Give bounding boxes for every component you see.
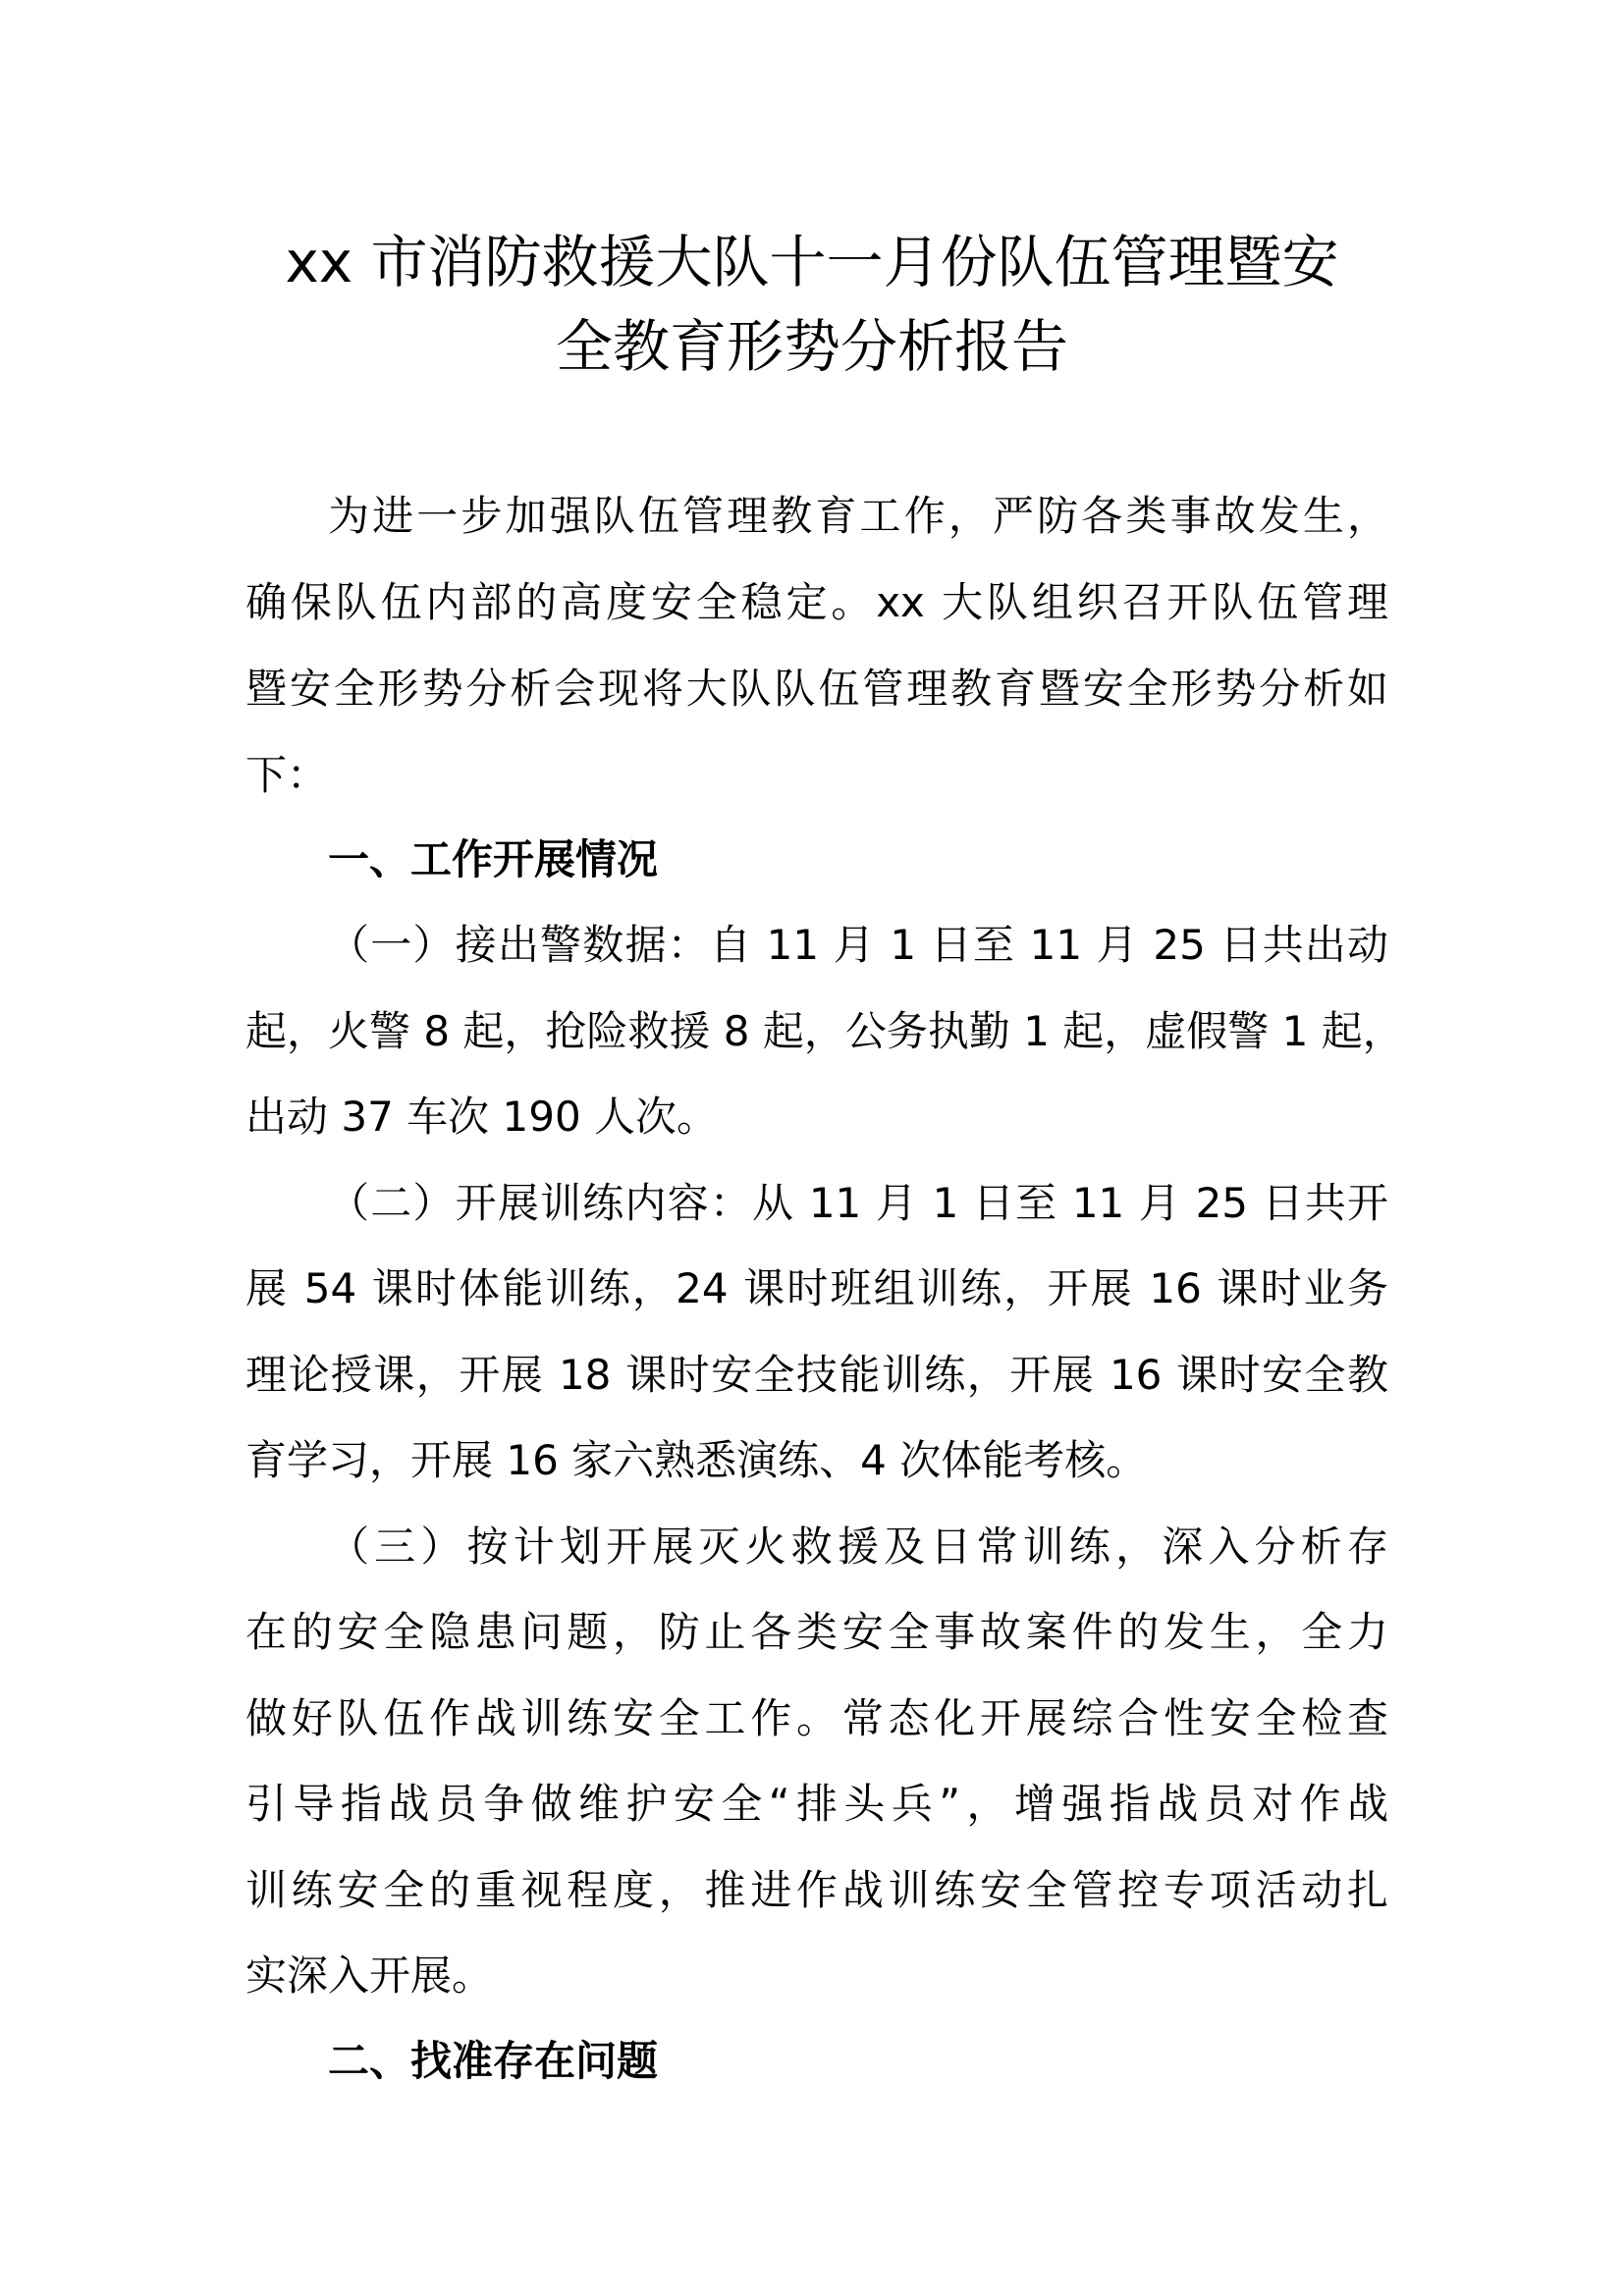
section-heading: 一、工作开展情况 (328, 835, 659, 883)
paragraph-line: 训练安全的重视程度，推进作战训练安全管控专项活动扎 (245, 1866, 1388, 1914)
title-line-2: 全教育形势分析报告 (555, 313, 1068, 380)
intro-line: 确保队伍内部的高度安全稳定。xx 大队组织召开队伍管理 (245, 578, 1388, 626)
intro-line: 为进一步加强队伍管理教育工作，严防各类事故发生， (328, 492, 1388, 540)
paragraph-line: 引导指战员争做维护安全“排头兵”，增强指战员对作战 (245, 1780, 1388, 1828)
paragraph-line: （一）接出警数据：自 11 月 1 日至 11 月 25 日共出动 (328, 921, 1388, 969)
section-heading: 二、找准存在问题 (328, 2037, 659, 2085)
paragraph-line: 起，火警 8 起，抢险救援 8 起，公务执勤 1 起，虚假警 1 起， (245, 1007, 1404, 1055)
intro-line: 暨安全形势分析会现将大队队伍管理教育暨安全形势分析如 (245, 665, 1388, 713)
paragraph-line: 育学习，开展 16 家六熟悉演练、4 次体能考核。 (245, 1436, 1148, 1484)
paragraph-line: （二）开展训练内容：从 11 月 1 日至 11 月 25 日共开 (328, 1179, 1388, 1227)
paragraph-line: 做好队伍作战训练安全工作。常态化开展综合性安全检查 (245, 1694, 1388, 1742)
title-line-1: xx 市消防救援大队十一月份队伍管理暨安 (285, 229, 1339, 295)
paragraph-line: 理论授课，开展 18 课时安全技能训练，开展 16 课时安全教 (245, 1351, 1388, 1399)
paragraph-line: 展 54 课时体能训练，24 课时班组训练，开展 16 课时业务 (245, 1264, 1388, 1312)
paragraph-line: 出动 37 车次 190 人次。 (245, 1093, 719, 1141)
intro-line: 下： (245, 751, 329, 799)
paragraph-line: （三）按计划开展灭火救援及日常训练，深入分析存 (328, 1522, 1388, 1571)
paragraph-line: 实深入开展。 (245, 1951, 494, 2000)
paragraph-line: 在的安全隐患问题，防止各类安全事故案件的发生，全力 (245, 1608, 1388, 1656)
